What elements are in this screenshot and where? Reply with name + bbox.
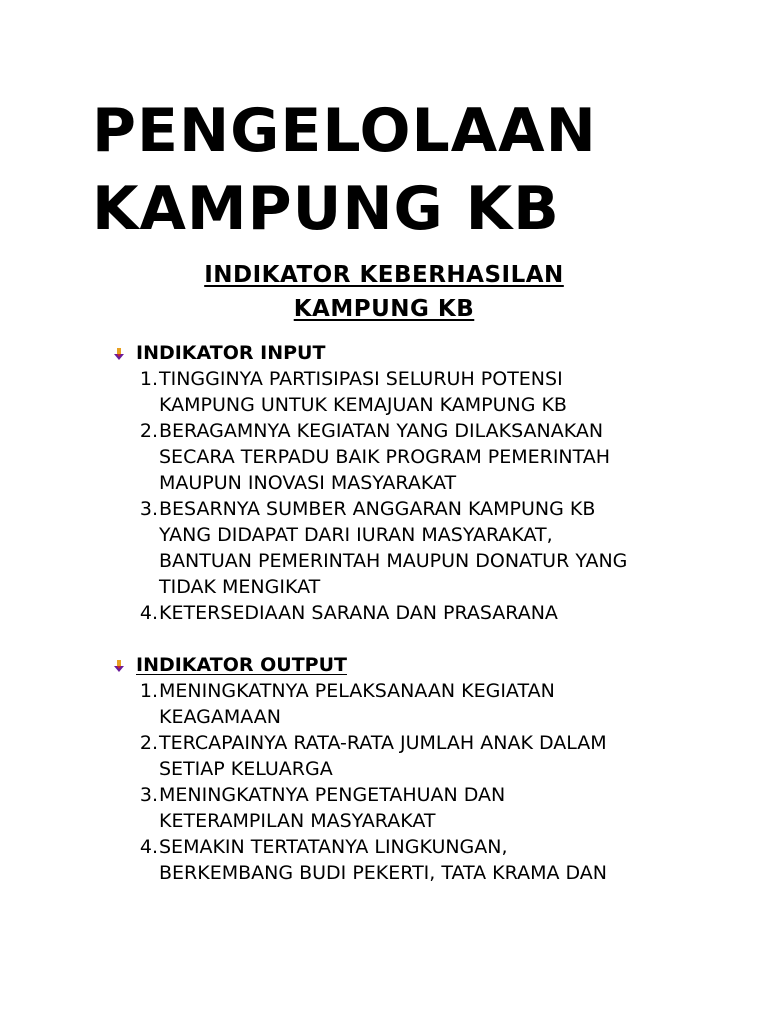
list-item — [112, 834, 732, 886]
list-item — [112, 730, 732, 782]
list-item-number: 4. — [139, 602, 158, 624]
list-item-text: MENINGKATNYA PENGETAHUAN DAN KETERAMPILAN MASYARAKAT — [159, 784, 506, 832]
subtitle-line-1: INDIKATOR KEBERHASILAN — [204, 262, 564, 288]
bullet-arrow-icon — [112, 659, 126, 673]
list-item-text: TERCAPAINYA RATA-RATA JUMLAH ANAK DALAM SETIAP KELUARGA — [159, 732, 607, 780]
list-item — [112, 418, 732, 496]
input-indicator-list — [112, 366, 732, 626]
section-subtitle — [92, 258, 676, 326]
list-item-text: SEMAKIN TERTATANYA LINGKUNGAN, BERKEMBANG BUDI PEKERTI, TATA KRAMA DAN — [159, 836, 608, 884]
list-item-number: 2. — [139, 732, 158, 754]
list-item-text: TINGGINYA PARTISIPASI SELURUH POTENSI KAMPUNG UNTUK KEMAJUAN KAMPUNG KB — [159, 368, 567, 416]
list-item — [112, 600, 732, 626]
list-item-number: 2. — [139, 420, 158, 442]
list-item-text: KETERSEDIAAN SARANA DAN PRASARANA — [159, 602, 558, 624]
list-item — [112, 782, 732, 834]
output-indicator-list — [112, 678, 732, 886]
output-indicator-heading-text: INDIKATOR OUTPUT — [136, 654, 347, 676]
list-item — [112, 678, 732, 730]
list-item-text: BESARNYA SUMBER ANGGARAN KAMPUNG KB YANG DIDAPAT DARI IURAN MASYARAKAT, BANTUAN PEMERINTAH MAUPUN DONATUR YANG TIDAK MENGIKAT — [159, 498, 628, 598]
input-indicator-heading — [112, 340, 732, 366]
list-item — [112, 366, 732, 418]
list-item — [112, 496, 732, 600]
input-indicator-heading-text: INDIKATOR INPUT — [136, 342, 326, 364]
subtitle-line-2: KAMPUNG KB — [293, 296, 475, 322]
bullet-arrow-icon — [112, 347, 126, 361]
list-item-number: 3. — [139, 498, 158, 520]
page-title-line-2: KAMPUNG KB — [92, 174, 560, 244]
list-item-text: BERAGAMNYA KEGIATAN YANG DILAKSANAKAN SECARA TERPADU BAIK PROGRAM PEMERINTAH MAUPUN INOVASI MASYARAKAT — [159, 420, 611, 494]
output-indicator-heading — [112, 652, 732, 678]
list-item-number: 1. — [139, 680, 158, 702]
output-indicator-section — [112, 652, 732, 886]
list-item-number: 3. — [139, 784, 158, 806]
list-item-number: 4. — [139, 836, 158, 858]
page-title-line-1: PENGELOLAAN — [92, 96, 597, 166]
list-item-number: 1. — [139, 368, 158, 390]
list-item-text: MENINGKATNYA PELAKSANAAN KEGIATAN KEAGAMAAN — [159, 680, 555, 728]
page-title — [92, 92, 597, 248]
input-indicator-section — [112, 340, 732, 626]
